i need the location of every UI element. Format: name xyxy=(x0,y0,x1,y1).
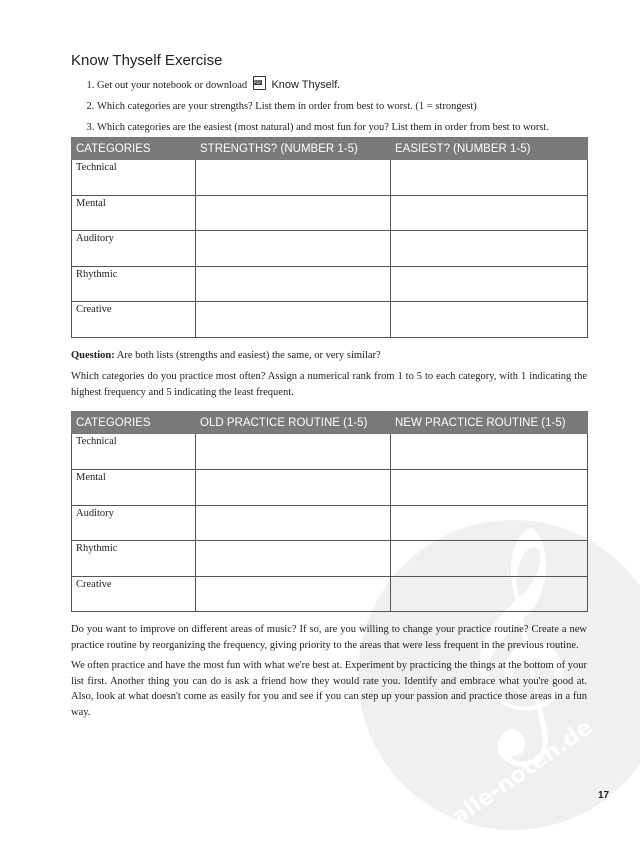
input-cell[interactable] xyxy=(391,434,588,470)
question-paragraph: Question: Are both lists (strengths and easiest) the same, or very similar? xyxy=(71,349,381,361)
input-cell[interactable] xyxy=(196,541,391,577)
improve-paragraph: Do you want to improve on different areas of music? If so, are you willing to change your practice routine? Create a new practice routine by reorganizing the frequency, giving priority to the areas that were less frequent in the previous routine. xyxy=(71,624,587,651)
table-row: Mental xyxy=(72,195,588,231)
input-cell[interactable] xyxy=(391,302,588,338)
fun-paragraph: We often practice and have the most fun with what we're best at. Experiment by practicing the things at the bottom of your list first. Another thing you can do is ask a friend how they would rate you. Identify and embrace what you're good at. Also, look at what doesn't come as easily for you and see if you can step up your passion and practice those areas in a fun way. xyxy=(71,660,587,718)
input-cell[interactable] xyxy=(391,266,588,302)
rank-paragraph: Which categories do you practice most often? Assign a numerical rank from 1 to 5 to each category, with 1 indicating the highest frequency and 5 indicating the least frequent. xyxy=(71,371,587,398)
page-title: Know Thyself Exercise xyxy=(71,52,223,69)
step-1: 1. Get out your notebook or download PDF Know Thyself. xyxy=(97,76,587,92)
strengths-table xyxy=(71,137,588,338)
table-row: Auditory xyxy=(72,231,588,267)
input-cell[interactable] xyxy=(391,505,588,541)
input-cell[interactable] xyxy=(196,231,391,267)
table-row: Auditory xyxy=(72,505,588,541)
pdf-file-icon[interactable]: PDF xyxy=(253,76,266,90)
input-cell[interactable] xyxy=(391,576,588,612)
treble-clef-watermark-icon: 𝄞 xyxy=(455,523,574,756)
table-row: Technical xyxy=(72,434,588,470)
practice-routine-table xyxy=(71,411,588,612)
table-row: Rhythmic xyxy=(72,541,588,577)
table-header: CATEGORIES STRENGTHS? (NUMBER 1-5) EASIEST? (NUMBER 1-5) xyxy=(72,138,588,160)
download-link[interactable]: Know Thyself xyxy=(271,79,338,91)
input-cell[interactable] xyxy=(196,302,391,338)
page-number: 17 xyxy=(598,790,610,801)
table-row: Technical xyxy=(72,160,588,196)
input-cell[interactable] xyxy=(196,576,391,612)
input-cell[interactable] xyxy=(391,195,588,231)
step-3: 3. Which categories are the easiest (most natural) and most fun for you? List them in order from best to worst. xyxy=(97,121,587,134)
input-cell[interactable] xyxy=(391,470,588,506)
input-cell[interactable] xyxy=(196,195,391,231)
table-row: Rhythmic xyxy=(72,266,588,302)
table-row: Creative xyxy=(72,302,588,338)
table-header: CATEGORIES OLD PRACTICE ROUTINE (1-5) NEW PRACTICE ROUTINE (1-5) xyxy=(72,412,588,434)
table-row: Creative xyxy=(72,576,588,612)
table-row: Mental xyxy=(72,470,588,506)
step-2: 2. Which categories are your strengths? List them in order from best to worst. (1 = strongest) xyxy=(97,100,587,113)
input-cell[interactable] xyxy=(196,470,391,506)
input-cell[interactable] xyxy=(196,160,391,196)
steps-list xyxy=(71,76,587,134)
input-cell[interactable] xyxy=(391,231,588,267)
watermark-text: alle-noten.de xyxy=(447,714,598,831)
input-cell[interactable] xyxy=(391,160,588,196)
input-cell[interactable] xyxy=(196,505,391,541)
input-cell[interactable] xyxy=(196,434,391,470)
input-cell[interactable] xyxy=(391,541,588,577)
input-cell[interactable] xyxy=(196,266,391,302)
